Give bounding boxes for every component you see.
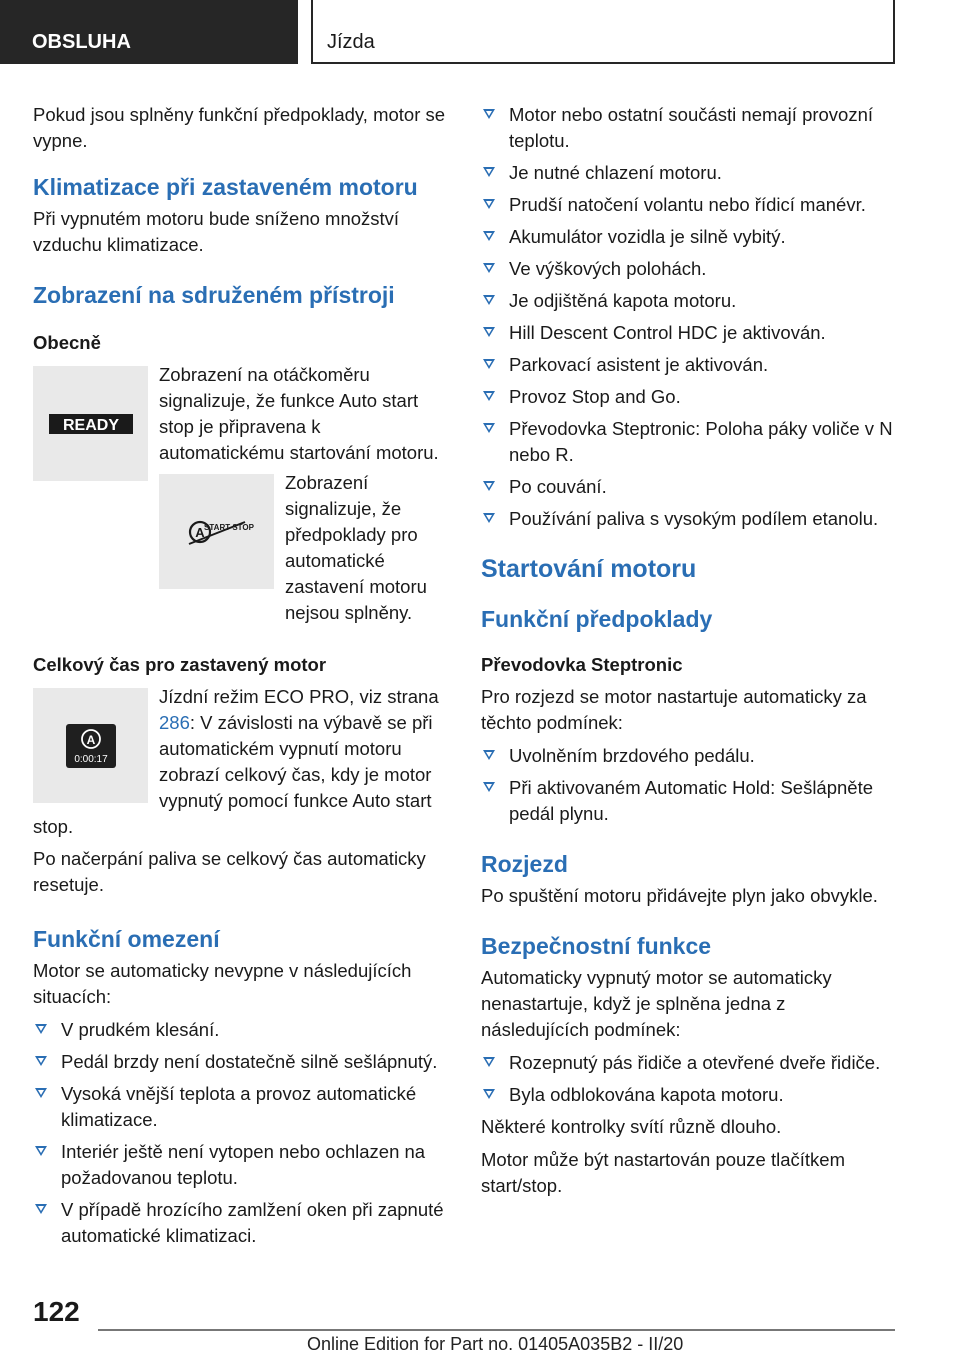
triangle-bullet-icon: [483, 1057, 495, 1067]
figure-ready-row: [33, 362, 448, 466]
bezpecnost-paragraph: Automaticky vypnutý motor se automaticky nenastartuje, když je splněna jedna z následujících podmínek:: [481, 967, 832, 1040]
bezpecnost-list: [481, 1050, 896, 1108]
time-description-a: Jízdní režim ECO PRO, viz strana: [159, 686, 439, 707]
footer-divider: [98, 1329, 895, 1331]
triangle-bullet-icon: [35, 1056, 47, 1066]
time-description-b: : V závislosti na výbavě se při automatickém vypnutí motoru zobrazí celkový čas, kdy je motor vypnutý pomocí funkce Auto start stop.: [33, 712, 433, 837]
triangle-bullet-icon: [483, 359, 495, 369]
triangle-bullet-icon: [35, 1204, 47, 1214]
heading-klimatizace: Klimatizace při zastaveném motoru: [33, 174, 418, 200]
svg-text:A: A: [86, 732, 95, 747]
time-indicator-image: [33, 688, 148, 803]
triangle-bullet-icon: [483, 391, 495, 401]
steptronic-list: [481, 743, 896, 827]
startstop-description: Zobrazení signalizuje, že předpoklady pro automatické zastavení motoru nejsou splněny.: [285, 472, 427, 623]
list-item: Je odjištěná kapota motoru.: [481, 288, 896, 314]
list-item: Byla odblokována kapota motoru.: [481, 1082, 896, 1108]
triangle-bullet-icon: [483, 481, 495, 491]
triangle-bullet-icon: [35, 1024, 47, 1034]
heading-steptronic: Převodovka Steptronic: [481, 654, 683, 675]
triangle-bullet-icon: [483, 327, 495, 337]
heading-omezeni: Funkční omezení: [33, 926, 220, 952]
triangle-bullet-icon: [483, 423, 495, 433]
list-item: Pedál brzdy není dostatečně silně sešlápnutý.: [33, 1049, 448, 1075]
ready-icon: [49, 411, 133, 437]
list-item: Provoz Stop and Go.: [481, 384, 896, 410]
intro-paragraph: Pokud jsou splněny funkční předpoklady, motor se vypne.: [33, 104, 446, 151]
startstop-label: START STOP: [203, 522, 254, 532]
figure-time-row: [33, 684, 448, 840]
list-item: Je nutné chlazení motoru.: [481, 160, 896, 186]
heading-celkovy-cas: Celkový čas pro zastavený motor: [33, 654, 327, 675]
klimatizace-paragraph: Při vypnutém motoru bude sníženo množství vzduchu klimatizace.: [33, 208, 400, 255]
list-item: Při aktivovaném Automatic Hold: Sešlápněte pedál plynu.: [481, 775, 896, 827]
triangle-bullet-icon: [483, 1089, 495, 1099]
svg-text:A: A: [194, 524, 205, 540]
engine-off-timer-icon: [66, 724, 116, 768]
list-item: Po couvání.: [481, 474, 896, 500]
section-tab: OBSLUHA: [0, 0, 298, 64]
heading-bezpecnost: Bezpečnostní funkce: [481, 933, 712, 959]
omezeni-list-continued: [481, 102, 896, 532]
list-item: Interiér ještě není vytopen nebo ochlazen na požadovanou teplotu.: [33, 1139, 448, 1191]
list-item: Parkovací asistent je aktivován.: [481, 352, 896, 378]
heading-obecne: Obecně: [33, 332, 101, 353]
list-item: Ve výškových polohách.: [481, 256, 896, 282]
chapter-title: Jízda: [311, 0, 895, 64]
triangle-bullet-icon: [483, 263, 495, 273]
triangle-bullet-icon: [35, 1146, 47, 1156]
list-item: Prudší natočení volantu nebo řídicí manévr.: [481, 192, 896, 218]
list-item: Uvolněním brzdového pedálu.: [481, 743, 896, 769]
reset-paragraph: Po načerpání paliva se celkový čas automaticky resetuje.: [33, 848, 426, 895]
ready-description: Zobrazení na otáčkoměru signalizuje, že funkce Auto start stop je připravena k automatickému startování motoru.: [159, 364, 439, 463]
heading-zobrazeni: Zobrazení na sdruženém přístroji: [33, 282, 395, 308]
triangle-bullet-icon: [483, 199, 495, 209]
triangle-bullet-icon: [483, 513, 495, 523]
omezeni-paragraph: Motor se automaticky nevypne v následujících situacích:: [33, 960, 412, 1007]
triangle-bullet-icon: [483, 109, 495, 119]
omezeni-list: [33, 1017, 448, 1249]
list-item: Používání paliva s vysokým podílem etanolu.: [481, 506, 896, 532]
heading-predpoklady: Funkční předpoklady: [481, 606, 713, 632]
page-link-286[interactable]: 286: [159, 712, 190, 733]
ready-label: READY: [62, 416, 119, 434]
list-item: Převodovka Steptronic: Poloha páky voliče v N nebo R.: [481, 416, 896, 468]
rozjezd-paragraph: Po spuštění motoru přidávejte plyn jako obvykle.: [481, 885, 878, 906]
list-item: Motor nebo ostatní součásti nemají provozní teplotu.: [481, 102, 896, 154]
triangle-bullet-icon: [483, 750, 495, 760]
list-item: Rozepnutý pás řidiče a otevřené dveře řidiče.: [481, 1050, 896, 1076]
startstop-indicator-image: [159, 474, 274, 589]
page-number: 122: [33, 1296, 80, 1327]
triangle-bullet-icon: [483, 782, 495, 792]
steptronic-paragraph: Pro rozjezd se motor nastartuje automaticky za těchto podmínek:: [481, 686, 867, 733]
list-item: Vysoká vnější teplota a provoz automatické klimatizace.: [33, 1081, 448, 1133]
list-item: Akumulátor vozidla je silně vybitý.: [481, 224, 896, 250]
triangle-bullet-icon: [483, 231, 495, 241]
list-item: Hill Descent Control HDC je aktivován.: [481, 320, 896, 346]
ready-indicator-image: [33, 366, 148, 481]
heading-rozjezd: Rozjezd: [481, 851, 568, 877]
list-item: V případě hrozícího zamlžení oken při zapnuté automatické klimatizaci.: [33, 1197, 448, 1249]
timer-value: 0:00:17: [73, 753, 108, 765]
triangle-bullet-icon: [35, 1088, 47, 1098]
right-column: [481, 102, 896, 1206]
triangle-bullet-icon: [483, 167, 495, 177]
left-column: [33, 102, 448, 1255]
kontrolky-paragraph: Některé kontrolky svítí různě dlouho.: [481, 1116, 782, 1137]
triangle-bullet-icon: [483, 295, 495, 305]
list-item: V prudkém klesání.: [33, 1017, 448, 1043]
page-header: [0, 0, 960, 64]
heading-startovani: Startování motoru: [481, 555, 697, 583]
tlacitko-paragraph: Motor může být nastartován pouze tlačítkem start/stop.: [481, 1149, 846, 1196]
auto-start-stop-off-icon: [187, 515, 254, 549]
figure-startstop-row: [33, 470, 448, 626]
edition-footer: Online Edition for Part no. 01405A035B2 - II/20: [307, 1334, 684, 1354]
